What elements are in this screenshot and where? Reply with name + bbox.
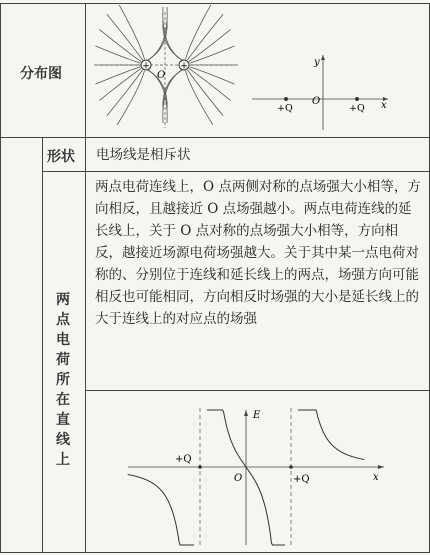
column-divider: [85, 3, 86, 553]
graph-x-axis-arrow: [378, 465, 384, 469]
table-border-left: [0, 3, 1, 553]
field-origin-label: O: [157, 70, 166, 81]
left-charge-dot: [284, 97, 288, 101]
y-axis-arrow: [321, 55, 325, 60]
graph-e-axis-arrow: [244, 410, 248, 416]
graph-origin-label: O: [234, 473, 243, 484]
group-divider: [42, 137, 43, 553]
graph-right-charge-dot: [289, 465, 293, 469]
field-line: [148, 20, 167, 60]
graph-left-charge-dot: [198, 465, 202, 469]
axis-left-charge-label: +Q: [277, 103, 293, 114]
curve-left-outer: [128, 475, 194, 546]
graph-left-charge-label: +Q: [175, 454, 192, 465]
row-divider-3: [85, 390, 430, 391]
field-lines-diagram: [90, 5, 250, 135]
charge-axis-diagram: [245, 50, 395, 135]
line-text: 两点电荷连线上，O 点两侧对称的点场强大小相等，方向相反，且越接近 O 点场强越小。两点电荷连线的延长线上，关于 O 点对称的点场强大小相等，方向相反，越接近场源电荷场强越大。关于其中某一点电荷对称的、分别位于连线和延长线上的两点，场强方向可能相反也可能相同，方向相反时场强的大小是延长线上的大于连线上的对应点的场强: [95, 179, 421, 327]
field-strength-graph: [120, 400, 390, 550]
graph-x-label: x: [373, 472, 379, 483]
shape-text: 电场线是相斥状: [96, 147, 191, 163]
graph-e-label: E: [253, 410, 261, 421]
line-header: 两点电荷所在直线上: [56, 292, 70, 468]
field-line: [99, 68, 141, 100]
graph-right-charge-label: +Q: [293, 474, 310, 485]
right-charge-sign: +: [180, 61, 188, 72]
row-divider-2: [42, 171, 430, 172]
y-axis-label: y: [314, 57, 320, 68]
distribution-header: 分布图: [20, 66, 62, 82]
axis-right-charge-label: +Q: [349, 103, 365, 114]
row-divider-1: [0, 137, 430, 138]
table-border-bottom: [0, 552, 430, 553]
left-charge-sign: +: [142, 61, 150, 72]
field-line: [163, 70, 182, 110]
curve-right-outer: [298, 410, 364, 460]
axis-origin-label: O: [312, 96, 321, 107]
right-charge-dot: [355, 97, 359, 101]
field-line: [163, 20, 182, 60]
table-border-top: [0, 3, 430, 4]
x-axis-label: x: [381, 100, 387, 111]
field-line: [189, 68, 231, 100]
shape-header: 形状: [47, 149, 75, 165]
